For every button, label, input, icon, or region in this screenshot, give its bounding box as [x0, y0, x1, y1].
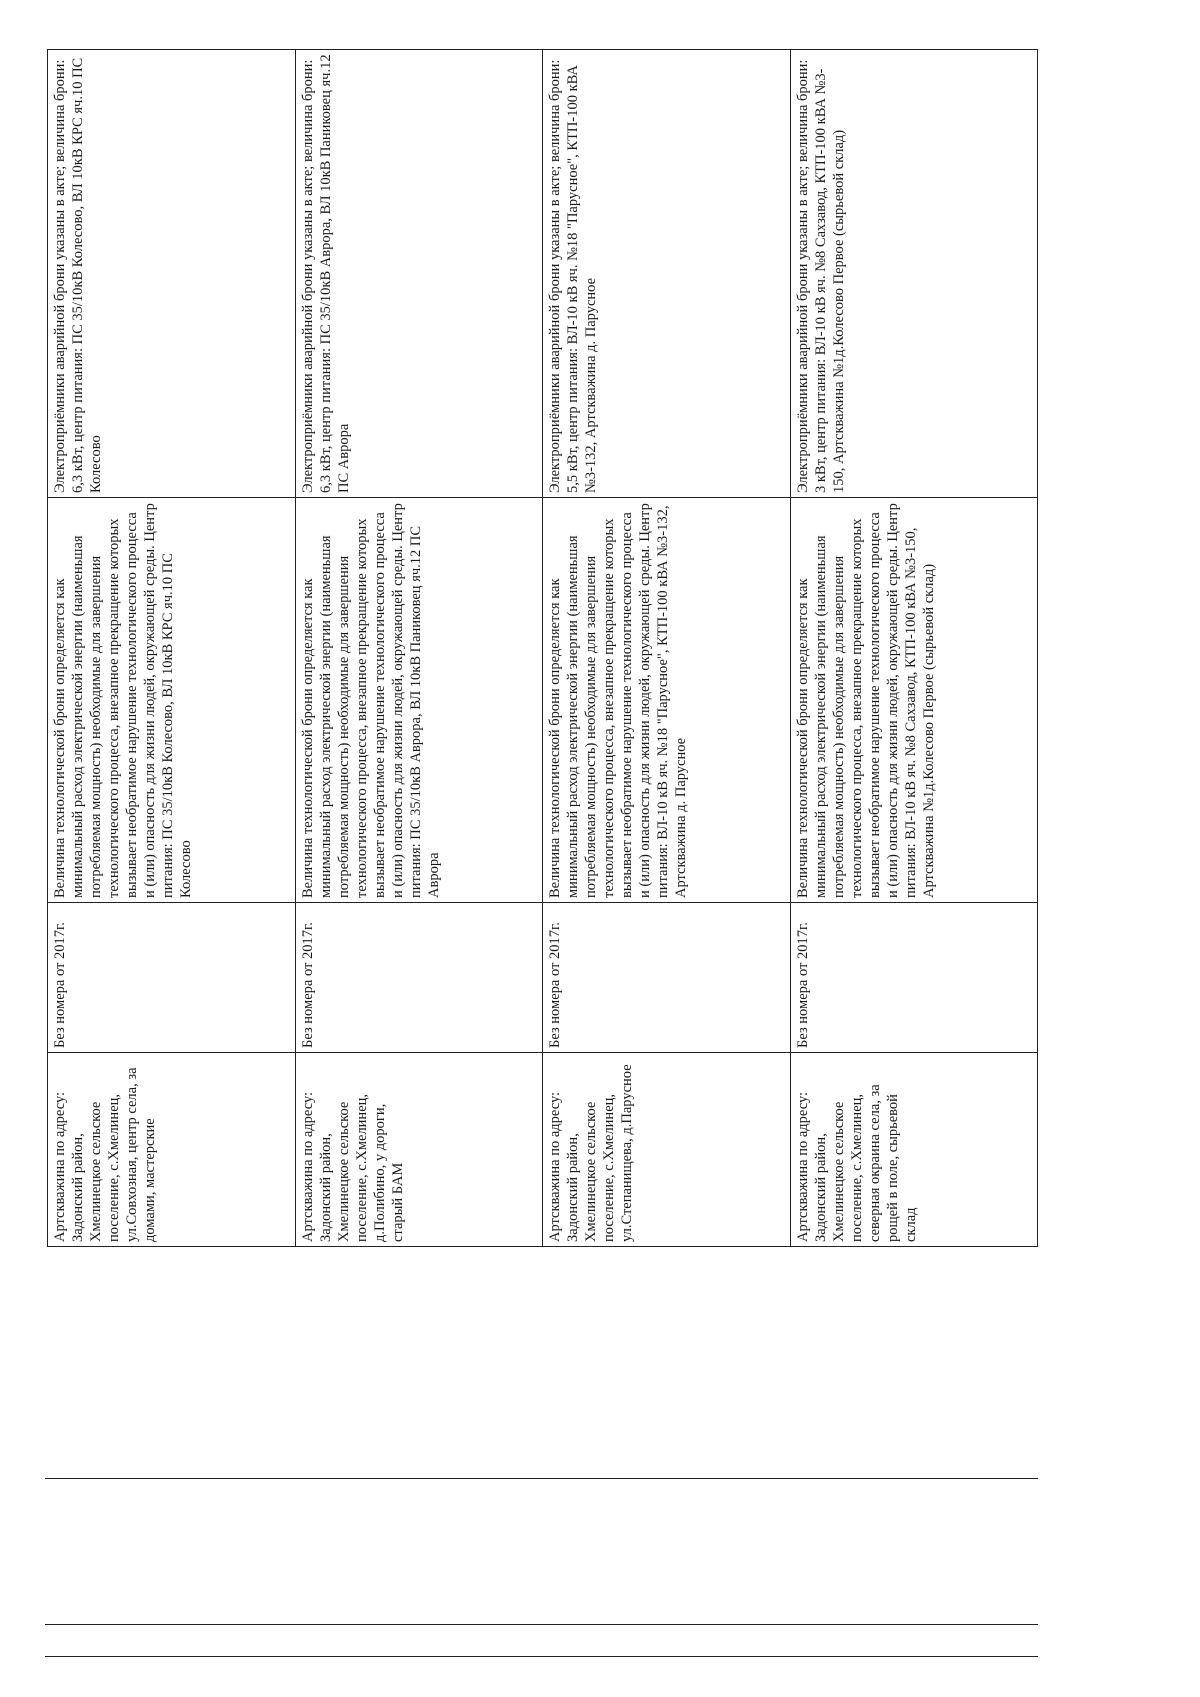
document-number-cell: Без номера от 2017г.	[48, 903, 296, 1053]
address-cell: Артскважина по адресу: Задонский район, Хмелинецкое сельское поселение, с.Хмелинец, ул.Совхозная, центр села, за домами, мастерские	[48, 1053, 296, 1247]
address-cell: Артскважина по адресу: Задонский район, Хмелинецкое сельское поселение, с.Хмелинец, ул.Степанищева, д.Парусное	[543, 1053, 791, 1247]
emergency-reserve-cell: Электроприёмники аварийной брони указаны в акте; величина брони: 6,3 кВт, центр питания: ПС 35/10кВ Аврора, ВЛ 10кВ Паниковец яч.12 ПС Аврора	[295, 50, 543, 498]
document-number-cell: Без номера от 2017г.	[790, 903, 1038, 1053]
table-row	[48, 50, 296, 1247]
document-number-cell: Без номера от 2017г.	[543, 903, 791, 1053]
table-row	[295, 50, 543, 1247]
tech-reserve-cell: Величина технологической брони определяется как минимальный расход электрической энергии (наименьшая потребляемая мощность) необходимые для завершения технологического процесса, внезапное прекращение которых вызывает необратимое нарушение технологического процесса и (или) опасность для жизни людей, окружающей среды. Центр питания: ПС 35/10кВ Колесово, ВЛ 10кВ КРС яч.10 ПС Колесово	[48, 498, 296, 903]
power-reserve-table	[47, 49, 1038, 1247]
emergency-reserve-cell: Электроприёмники аварийной брони указаны в акте; величина брони: 3 кВт, центр питания: ВЛ-10 кВ яч. №8 Сахзавод, КТП-100 кВА №3-150, Артскважина №1д.Колесово Первое (сырьевой склад)	[790, 50, 1038, 498]
horizontal-rule	[45, 1624, 1038, 1625]
horizontal-rule	[45, 1656, 1038, 1657]
emergency-reserve-cell: Электроприёмники аварийной брони указаны в акте; величина брони: 5,5 кВт, центр питания: ВЛ-10 кВ яч. №18 "Парусное", КТП-100 кВА №3-132, Артскважина д. Парусное	[543, 50, 791, 498]
horizontal-rule	[45, 1478, 1038, 1479]
tech-reserve-cell: Величина технологической брони определяется как минимальный расход электрической энергии (наименьшая потребляемая мощность) необходимые для завершения технологического процесса, внезапное прекращение которых вызывает необратимое нарушение технологического процесса и (или) опасность для жизни людей, окружающей среды. Центр питания: ВЛ-10 кВ яч. №8 Сахзавод, КТП-100 кВА №3-150, Артскважина №1д.Колесово Первое (сырьевой склад)	[790, 498, 1038, 903]
tech-reserve-cell: Величина технологической брони определяется как минимальный расход электрической энергии (наименьшая потребляемая мощность) необходимые для завершения технологического процесса, внезапное прекращение которых вызывает необратимое нарушение технологического процесса и (или) опасность для жизни людей, окружающей среды. Центр питания: ПС 35/10кВ Аврора, ВЛ 10кВ Паниковец яч.12 ПС Аврора	[295, 498, 543, 903]
emergency-reserve-cell: Электроприёмники аварийной брони указаны в акте; величина брони: 6,3 кВт, центр питания: ПС 35/10кВ Колесово, ВЛ 10кВ КРС яч.10 ПС Колесово	[48, 50, 296, 498]
table-row	[543, 50, 791, 1247]
address-cell: Артскважина по адресу: Задонский район, Хмелинецкое сельское поселение, с.Хмелинец, северная окраина села, за рощей в поле, сырьевой склад	[790, 1053, 1038, 1247]
address-cell: Артскважина по адресу: Задонский район, Хмелинецкое сельское поселение, с.Хмелинец, д.Полибино, у дороги, старый БАМ	[295, 1053, 543, 1247]
tech-reserve-cell: Величина технологической брони определяется как минимальный расход электрической энергии (наименьшая потребляемая мощность) необходимые для завершения технологического процесса, внезапное прекращение которых вызывает необратимое нарушение технологического процесса и (или) опасность для жизни людей, окружающей среды. Центр питания: ВЛ-10 кВ яч. №18 "Парусное", КТП-100 кВА №3-132, Артскважина д. Парусное	[543, 498, 791, 903]
document-number-cell: Без номера от 2017г.	[295, 903, 543, 1053]
rotated-table-wrapper	[47, 50, 1037, 1247]
table-row	[790, 50, 1038, 1247]
